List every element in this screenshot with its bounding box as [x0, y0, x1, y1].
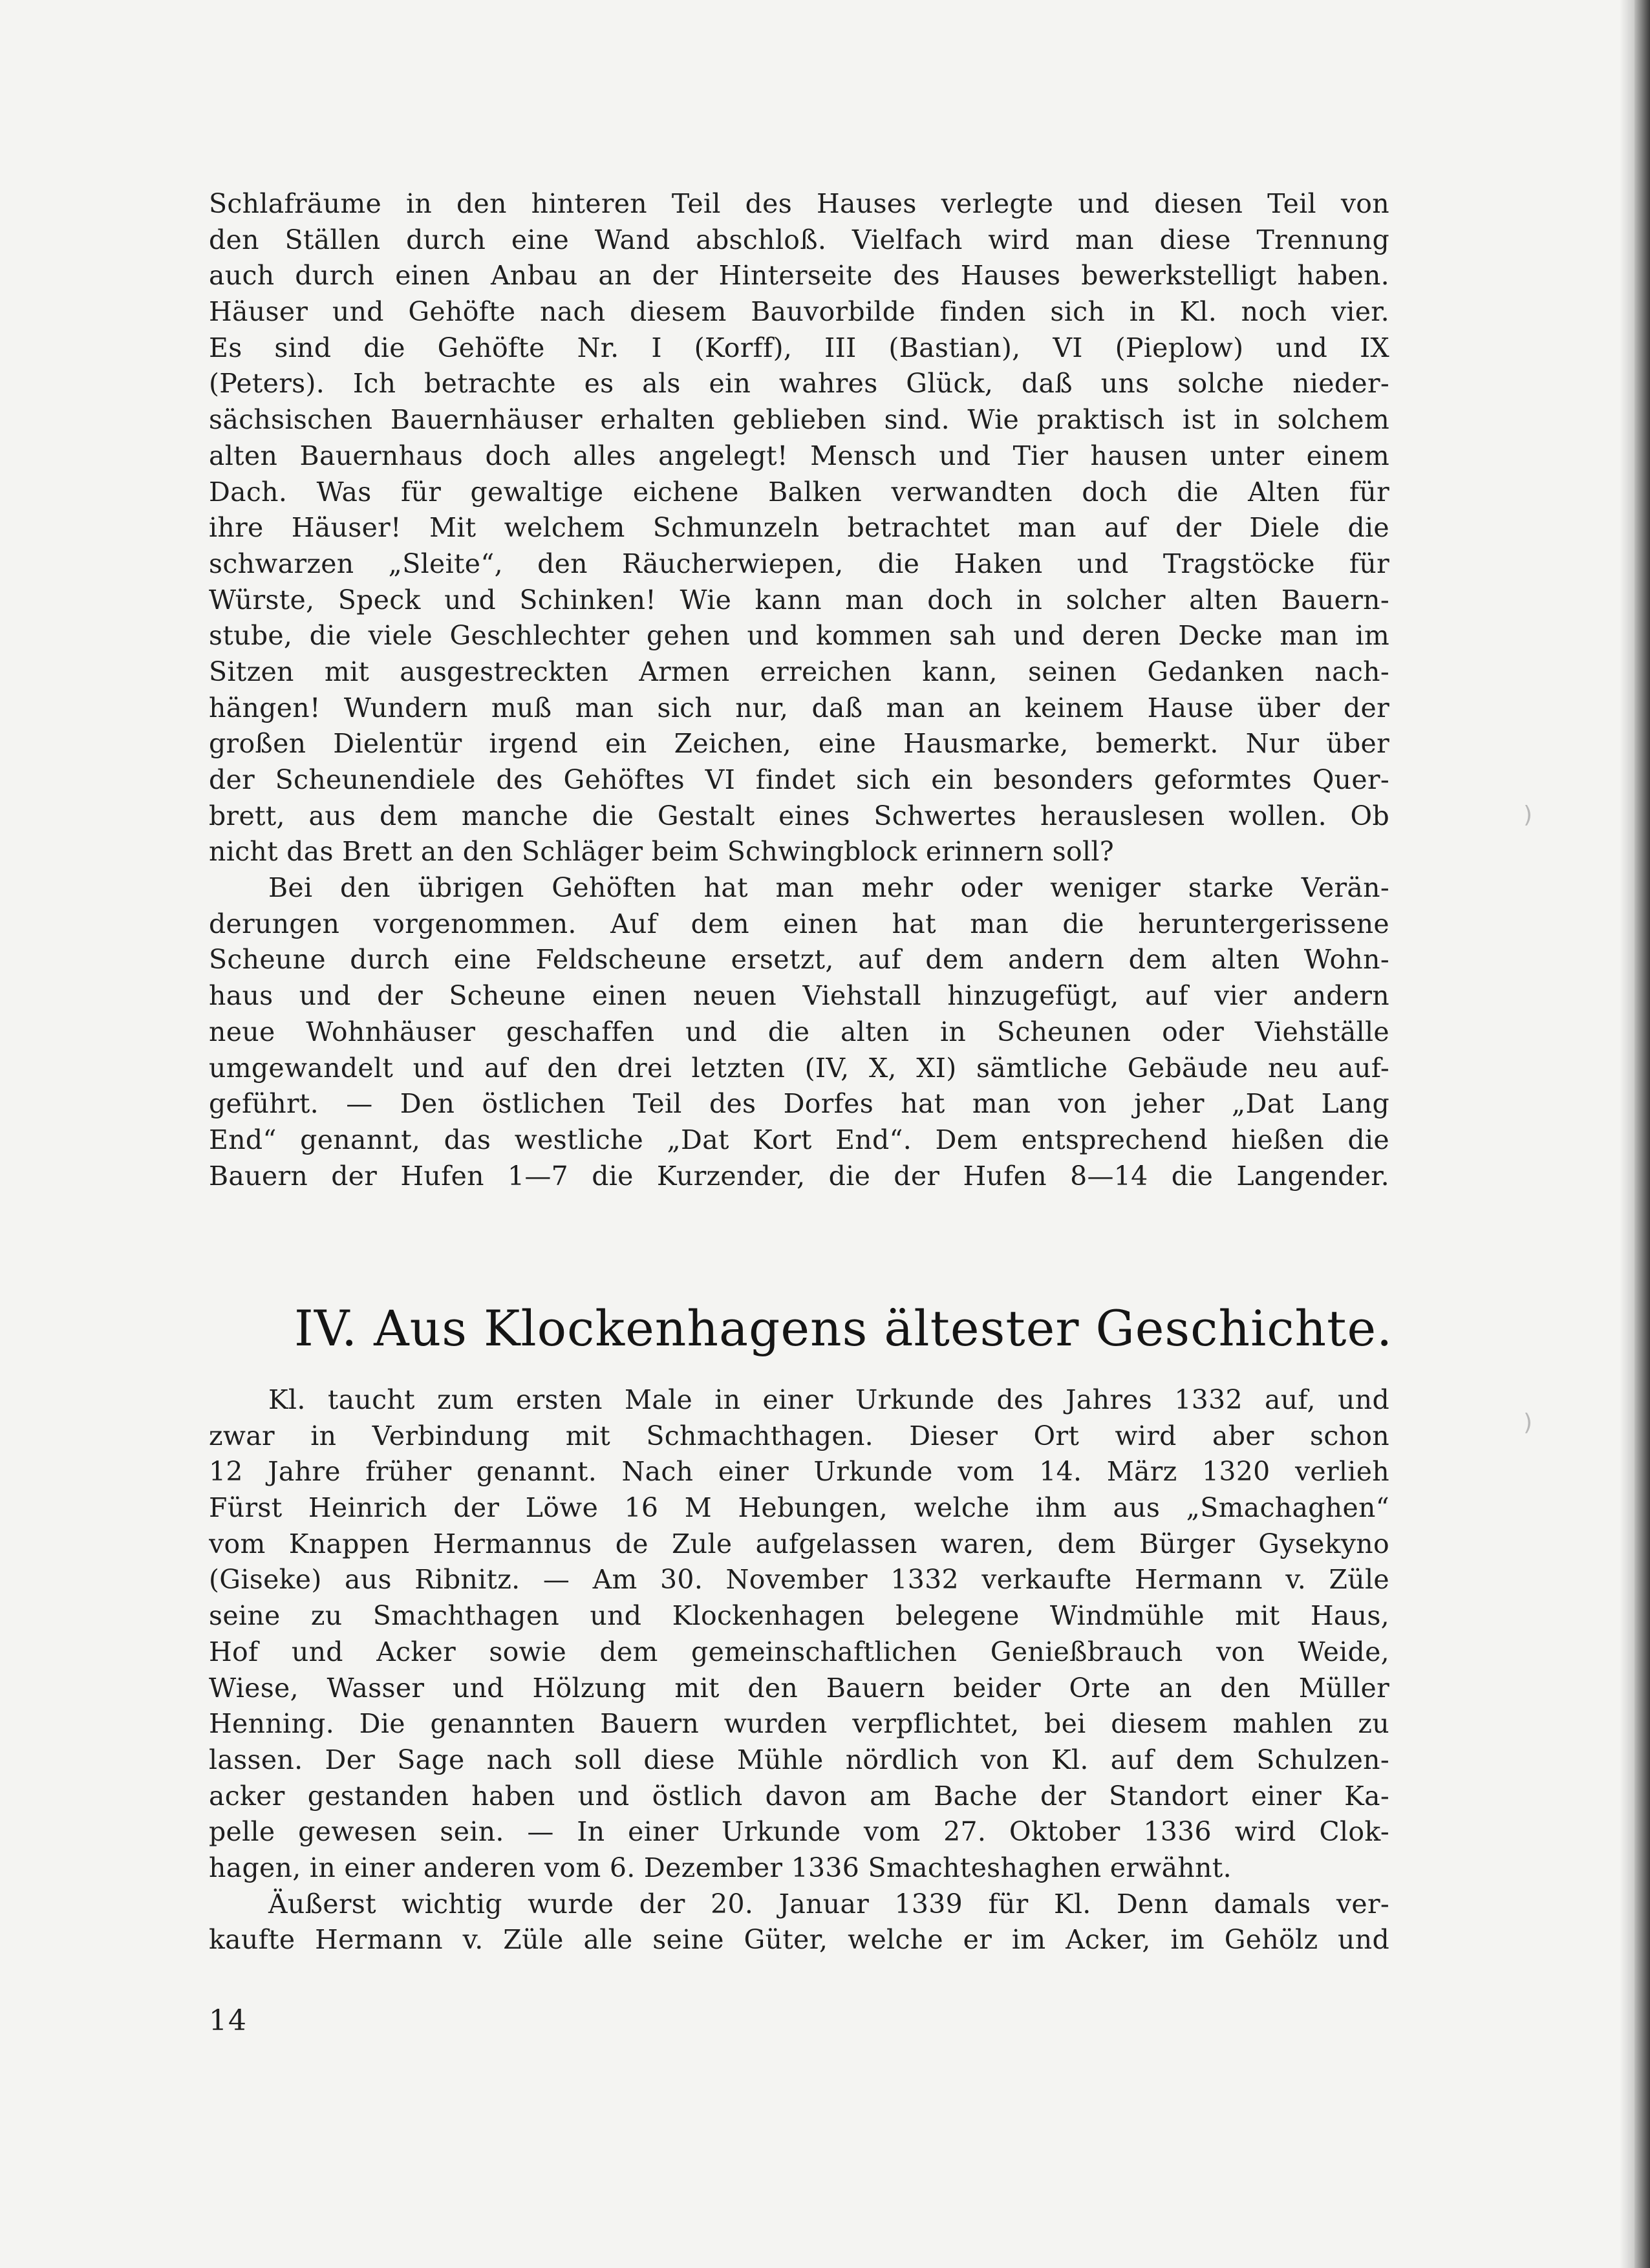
text-line: schwarzen „Sleite“, den Räucherwiepen, die Haken und Tragstöcke für [209, 548, 1389, 579]
text-line: Dach. Was für gewaltige eichene Balken verwandten doch die Alten für [209, 476, 1389, 508]
paragraph-block-1 [209, 186, 1389, 1194]
text-line: seine zu Smachthagen und Klockenhagen belegene Windmühle mit Haus, [209, 1600, 1389, 1632]
text-line: Würste, Speck und Schinken! Wie kann man doch in solcher alten Bauern- [209, 584, 1389, 615]
text-line: nicht das Brett an den Schläger beim Schwingblock erinnern soll? [209, 836, 1115, 868]
margin-mark: ) [1523, 802, 1533, 828]
text-line: Äußerst wichtig wurde der 20. Januar 1339 für Kl. Denn damals ver- [268, 1888, 1389, 1920]
text-line: Bei den übrigen Gehöften hat man mehr oder weniger starke Verän- [268, 872, 1389, 904]
text-line: sächsischen Bauernhäuser erhalten geblieben sind. Wie praktisch ist in solchem [209, 404, 1389, 436]
text-line: auch durch einen Anbau an der Hinterseite des Hauses bewerkstelligt haben. [209, 260, 1389, 292]
page-number: 14 [209, 2004, 248, 2037]
text-line: stube, die viele Geschlechter gehen und kommen sah und deren Decke man im [209, 620, 1389, 652]
text-line: Kl. taucht zum ersten Male in einer Urkunde des Jahres 1332 auf, und [268, 1384, 1389, 1415]
text-line: Scheune durch eine Feldscheune ersetzt, auf dem andern dem alten Wohn- [209, 944, 1389, 976]
text-line: alten Bauernhaus doch alles angelegt! Mensch und Tier hausen unter einem [209, 440, 1389, 471]
text-line: lassen. Der Sage nach soll diese Mühle nördlich von Kl. auf dem Schulzen- [209, 1744, 1389, 1775]
text-line: haus und der Scheune einen neuen Viehstall hinzugefügt, auf vier andern [209, 980, 1389, 1012]
text-line: Bauern der Hufen 1—7 die Kurzender, die der Hufen 8—14 die Langender. [209, 1160, 1389, 1192]
margin-mark: ) [1523, 1409, 1533, 1436]
text-line: brett, aus dem manche die Gestalt eines Schwertes herauslesen wollen. Ob [209, 800, 1389, 831]
text-line: kaufte Hermann v. Züle alle seine Güter, welche er im Acker, im Gehölz und [209, 1924, 1389, 1956]
page-shadow [1620, 0, 1636, 2268]
page-edge [1634, 0, 1650, 2268]
text-line: ihre Häuser! Mit welchem Schmunzeln betrachtet man auf der Diele die [209, 512, 1389, 544]
section-heading: IV. Aus Klockenhagens ältester Geschichte. [294, 1300, 1393, 1357]
text-line: Schlafräume in den hinteren Teil des Hauses verlegte und diesen Teil von [209, 188, 1389, 219]
text-line: 12 Jahre früher genannt. Nach einer Urkunde vom 14. März 1320 verlieh [209, 1456, 1389, 1488]
text-line: acker gestanden haben und östlich davon am Bache der Standort einer Ka- [209, 1780, 1389, 1812]
text-line: Häuser und Gehöfte nach diesem Bauvorbilde finden sich in Kl. noch vier. [209, 296, 1389, 328]
text-line: Henning. Die genannten Bauern wurden verpflichtet, bei diesem mahlen zu [209, 1708, 1389, 1740]
text-line: Sitzen mit ausgestreckten Armen erreichen kann, seinen Gedanken nach- [209, 656, 1389, 687]
text-line: den Ställen durch eine Wand abschloß. Vielfach wird man diese Trennung [209, 224, 1389, 255]
text-line: zwar in Verbindung mit Schmachthagen. Dieser Ort wird aber schon [209, 1420, 1389, 1451]
text-line: Hof und Acker sowie dem gemeinschaftlichen Genießbrauch von Weide, [209, 1636, 1389, 1667]
text-line: pelle gewesen sein. — In einer Urkunde vom 27. Oktober 1336 wird Clok- [209, 1816, 1389, 1848]
text-line: umgewandelt und auf den drei letzten (IV, X, XI) sämtliche Gebäude neu auf- [209, 1052, 1389, 1084]
text-line: derungen vorgenommen. Auf dem einen hat man die heruntergerissene [209, 908, 1389, 939]
text-line: Fürst Heinrich der Löwe 16 M Hebungen, welche ihm aus „Smachaghen“ [209, 1492, 1389, 1524]
text-line: geführt. — Den östlichen Teil des Dorfes hat man von jeher „Dat Lang [209, 1088, 1389, 1120]
text-line: Es sind die Gehöfte Nr. I (Korff), III (Bastian), VI (Pieplow) und IX [209, 332, 1389, 363]
text-line: neue Wohnhäuser geschaffen und die alten in Scheunen oder Viehställe [209, 1016, 1389, 1047]
text-line: vom Knappen Hermannus de Zule aufgelassen waren, dem Bürger Gysekyno [209, 1528, 1389, 1559]
text-line: hagen, in einer anderen vom 6. Dezember 1336 Smachteshaghen erwähnt. [209, 1852, 1232, 1883]
paragraph-block-2 [209, 1382, 1389, 1958]
text-line: (Giseke) aus Ribnitz. — Am 30. November 1332 verkaufte Hermann v. Züle [209, 1564, 1389, 1596]
text-line: der Scheunendiele des Gehöftes VI findet sich ein besonders geformtes Quer- [209, 764, 1389, 795]
text-line: hängen! Wundern muß man sich nur, daß man an keinem Hause über der [209, 692, 1389, 723]
text-line: Wiese, Wasser und Hölzung mit den Bauern beider Orte an den Müller [209, 1672, 1389, 1704]
text-line: End“ genannt, das westliche „Dat Kort End“. Dem entsprechend hießen die [209, 1124, 1389, 1155]
text-line: großen Dielentür irgend ein Zeichen, eine Hausmarke, bemerkt. Nur über [209, 728, 1389, 760]
text-line: (Peters). Ich betrachte es als ein wahres Glück, daß uns solche nieder- [209, 368, 1389, 400]
